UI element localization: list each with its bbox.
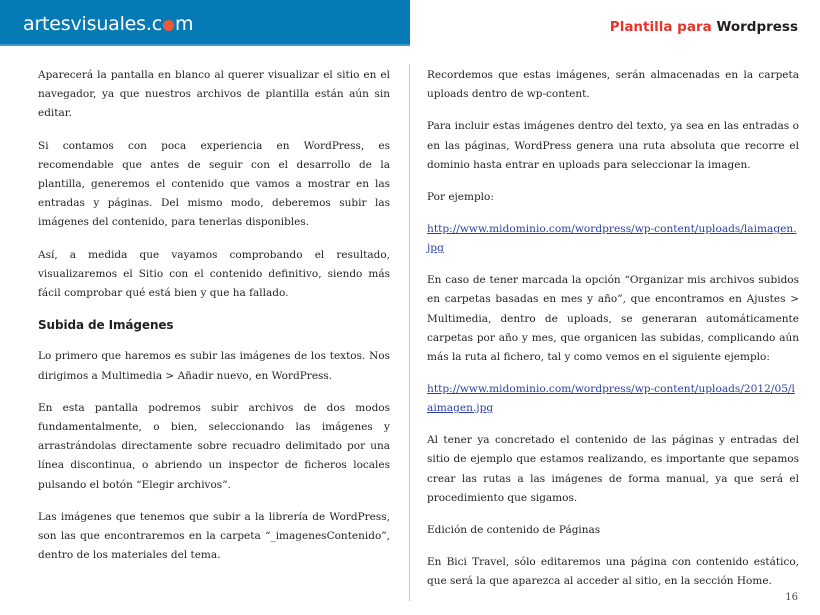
- orange-circle-o-icon: [163, 20, 174, 31]
- paragraph: Así, a medida que vayamos comprobando el resultado, visualizaremos el Sitio con el contenido definitivo, siendo más fácil comprobar qué está bien y que ha fallado.: [38, 248, 390, 300]
- paragraph: Si contamos con poca experiencia en WordPress, es recomendable que antes de seguir con el desarrollo de la plantilla, generemos el contenido que vamos a mostrar en las entradas y páginas. Del mismo modo, deberemos subir las imágenes del contenido, para tenerlas disponibles.: [38, 139, 390, 229]
- paragraph: Edición de contenido de Páginas: [427, 524, 601, 537]
- image-url-link-1[interactable]: http://www.midominio.com/wordpress/wp-content/uploads/laimagen.jpg: [427, 223, 797, 255]
- header-title-main: Wordpress: [716, 19, 798, 35]
- image-url-link-2[interactable]: http://www.midominio.com/wordpress/wp-content/uploads/2012/05/laimagen.jpg: [427, 383, 795, 415]
- paragraph: Al tener ya concretado el contenido de las páginas y entradas del sitio de ejemplo que estamos realizando, es importante que sepamos crear las rutas a las imágenes de forma manual, ya que será el procedimiento que sigamos.: [427, 434, 799, 504]
- section-heading-subida-de-imagenes: Subida de Imágenes: [38, 318, 174, 333]
- paragraph: En Bici Travel, sólo editaremos una página con contenido estático, que será la que aparezca al acceder al sitio, en la sección Home.: [427, 556, 799, 588]
- paragraph: En esta pantalla podremos subir archivos de dos modos fundamentalmente, o bien, seleccionando las imágenes y arrastrándolas directamente sobre recuadro delimitado por una línea discontinua, o abriendo un inspector de ficheros locales pulsando el botón “Elegir archivos”.: [38, 401, 390, 491]
- paragraph: Recordemos que estas imágenes, serán almacenadas en la carpeta uploads dentro de wp-content.: [427, 69, 799, 101]
- paragraph: Para incluir estas imágenes dentro del texto, ya sea en las entradas o en las páginas, WordPress genera una ruta absoluta que recorre el dominio hasta entrar en uploads para seleccionar la imagen.: [427, 120, 799, 171]
- paragraph: Aparecerá la pantalla en blanco al querer visualizar el sitio en el navegador, ya que nuestros archivos de plantilla están aún sin editar.: [38, 69, 390, 120]
- link-paragraph: [427, 380, 799, 418]
- logo-text-before: artesvisuales.c: [23, 13, 162, 35]
- header-title-accent: Plantilla para: [609, 19, 717, 35]
- page-header: [0, 0, 820, 48]
- paragraph: En caso de tener marcada la opción “Organizar mis archivos subidos en carpetas basadas en mes y año”, que encontramos en Ajustes > Multimedia, dentro de uploads, se generaran automáticamente carpetas por año y mes, que organicen las subidas, complicando aún más la ruta al fichero, tal y como vemos en el siguiente ejemplo:: [427, 274, 799, 364]
- column-divider: [409, 64, 410, 601]
- page-number: 16: [785, 592, 798, 603]
- logo-text-after: m: [174, 13, 194, 35]
- paragraph: Las imágenes que tenemos que subir a la librería de WordPress, son las que encontraremos en la carpeta “_imagenesContenido”, dentro de los materiales del tema.: [38, 510, 390, 562]
- paragraph: Lo primero que haremos es subir las imágenes de los textos. Nos dirigimos a Multimedia > Añadir nuevo, en WordPress.: [38, 350, 390, 382]
- paragraph: Por ejemplo:: [427, 191, 494, 204]
- header-bar-underline: [0, 44, 410, 46]
- left-text-column: [38, 66, 390, 578]
- page-body: [0, 48, 820, 615]
- right-text-column: [427, 66, 799, 605]
- link-paragraph: [427, 220, 799, 258]
- site-logo: [23, 13, 193, 35]
- document-header-title: [610, 19, 798, 35]
